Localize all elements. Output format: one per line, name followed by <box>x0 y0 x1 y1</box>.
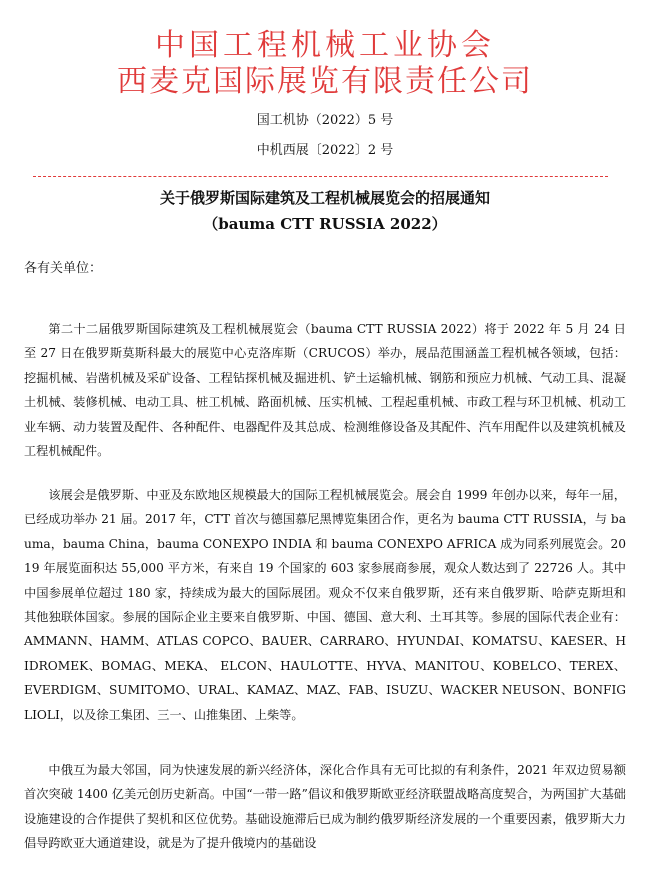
body-paragraph-exhibition-history: 该展会是俄罗斯、中亚及东欧地区规模最大的国际工程机械展览会。展会自 1999 年创办以来，每年一届，已经成功举办 21 届。2017 年，CTT 首次与德国慕尼黑博览集团合作，更名为 bauma CTT RUSSIA，与 bauma，bauma China，bauma CONEXPO INDIA 和 bauma CONEXPO AFRICA 成为同系列展览会。2019 年展览面积达 55,000 平方米，有来自 19 个国家的 603 家参展商参展，观众人数达到了 22726 人。其中中国参展单位超过 180 家，持续成为最大的国际展团。观众不仅来自俄罗斯，还有来自俄罗斯、哈萨克斯坦和其他独联体国家。参展的国际企业主要来自俄罗斯、中国、德国、意大利、土耳其等。参展的国际代表企业有：AMMANN、HAMM、ATLAS COPCO、BAUER、CARRARO、HYUNDAI、KOMATSU、KAESER、HIDROMEK、BOMAG、MEKA、 ELCON、HAULOTTE、HYVA、MANITOU、KOBELCO、TEREX、EVERDIGM、SUMITOMO、URAL、KAMAZ、MAZ、FAB、ISUZU、WACKER NEUSON、BONFIGLIOLI，以及徐工集团、三一、山推集团、上柴等。 <box>24 488 626 722</box>
notice-title: 关于俄罗斯国际建筑及工程机械展览会的招展通知 <box>159 189 490 207</box>
issuing-org-name: 中国工程机械工业协会 <box>155 28 495 63</box>
red-divider-line <box>33 176 608 177</box>
salutation: 各有关单位： <box>24 261 103 276</box>
body-paragraph-china-russia-cooperation: 中俄互为最大邻国，同为快速发展的新兴经济体，深化合作具有无可比拟的有利条件，2021 年双边贸易额首次突破 1400 亿美元创历史新高。中国“一带一路”倡议和俄罗斯欧亚经济联盟战略高度契合，为两国扩大基础设施建设的合作提供了契机和区位优势。基础设施滞后已成为制约俄罗斯经济发展的一个重要因素，俄罗斯大力倡导跨欧亚大通道建设，就是为了提升俄境内的基础设 <box>24 763 626 851</box>
notice-subtitle: （bauma CTT RUSSIA 2022） <box>203 215 447 233</box>
document-number-caiia: 国工机协（2022）5 号 <box>256 113 394 128</box>
body-paragraph-exhibition-intro: 第二十二届俄罗斯国际建筑及工程机械展览会（bauma CTT RUSSIA 2022）将于 2022 年 5 月 24 日至 27 日在俄罗斯莫斯科最大的展览中心克洛库斯（CRUCOS）举办，展品范围涵盖工程机械各领域，包括：挖掘机械、岩凿机械及采矿设备、工程钻探机械及掘进机、铲土运输机械、钢筋和预应力机械、气动工具、混凝土机械、装修机械、电动工具、桩工机械、路面机械、压实机械、工程起重机械、市政工程与环卫机械、机动工业车辆、动力装置及配件、各种配件、电器配件及其总成、检测维修设备及其配件、汽车用配件以及建筑机械及工程机械配件。 <box>24 322 626 459</box>
document-number-cmec: 中机西展〔2022〕2 号 <box>256 143 394 158</box>
co-issuing-org-name: 西麦克国际展览有限责任公司 <box>117 64 533 99</box>
